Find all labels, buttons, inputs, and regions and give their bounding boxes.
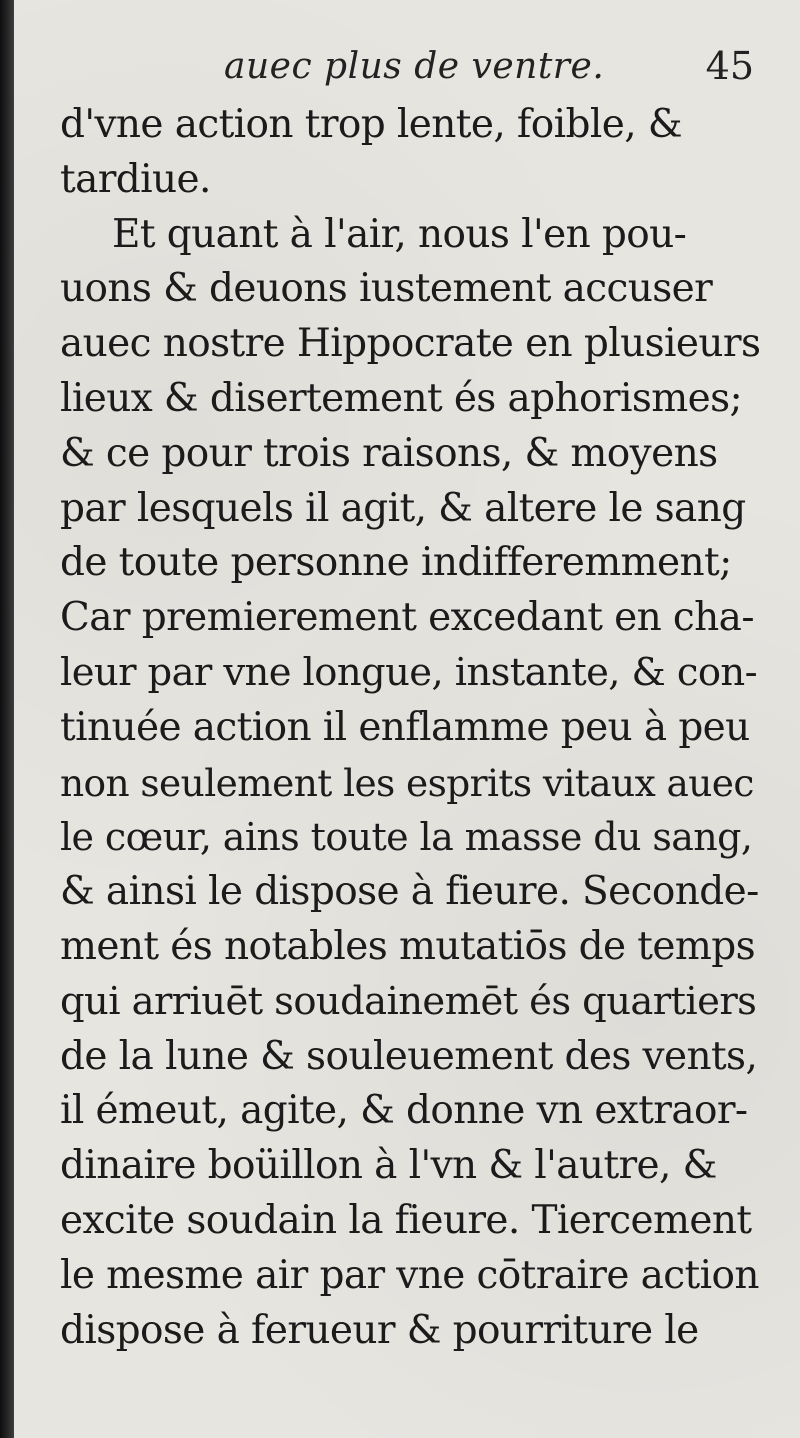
text-line: non seulement les esprits vitaux auec <box>60 760 754 805</box>
book-page <box>14 0 800 1438</box>
text-line: dispose à ferueur & pourriture le <box>60 1307 699 1353</box>
text-line: leur par vne longue, instante, & con- <box>60 649 758 695</box>
text-line: de la lune & souleuement des vents, <box>60 1033 758 1079</box>
text-line: Car premierement excedant en cha- <box>60 595 754 641</box>
text-line: lieux & disertement és aphorismes; <box>60 375 743 421</box>
text-line: il émeut, agite, & donne vn extraor- <box>60 1088 748 1134</box>
text-line: tardiue. <box>60 156 211 202</box>
body-text <box>60 98 760 1358</box>
text-line: excite soudain la fieure. Tiercement <box>60 1197 752 1243</box>
text-line: dinaire boüillon à l'vn & l'autre, & <box>60 1143 717 1189</box>
text-line: le cœur, ains toute la masse du sang, <box>60 815 753 860</box>
text-line: le mesme air par vne cōtraire action <box>60 1252 759 1298</box>
page-header <box>14 40 800 96</box>
text-line: par lesquels il agit, & altere le sang <box>60 485 746 531</box>
text-line: qui arriuēt soudainemēt és quartiers <box>60 978 757 1024</box>
text-line: Et quant à l'air, nous l'en pou- <box>112 211 687 257</box>
text-line: & ce pour trois raisons, & moyens <box>60 430 718 476</box>
text-line: uons & deuons iustement accuser <box>60 266 713 312</box>
running-title: auec plus de ventre. <box>224 46 605 87</box>
text-line: tinuée action il enflamme peu à peu <box>60 704 750 750</box>
text-line: auec nostre Hippocrate en plusieurs <box>60 321 761 367</box>
text-line: ment és notables mutatiōs de temps <box>60 923 756 969</box>
text-line: d'vne action trop lente, foible, & <box>60 102 682 147</box>
page-number: 45 <box>705 44 754 88</box>
text-line: & ainsi le dispose à fieure. Seconde- <box>60 869 759 915</box>
text-line: de toute personne indifferemment; <box>60 540 732 586</box>
